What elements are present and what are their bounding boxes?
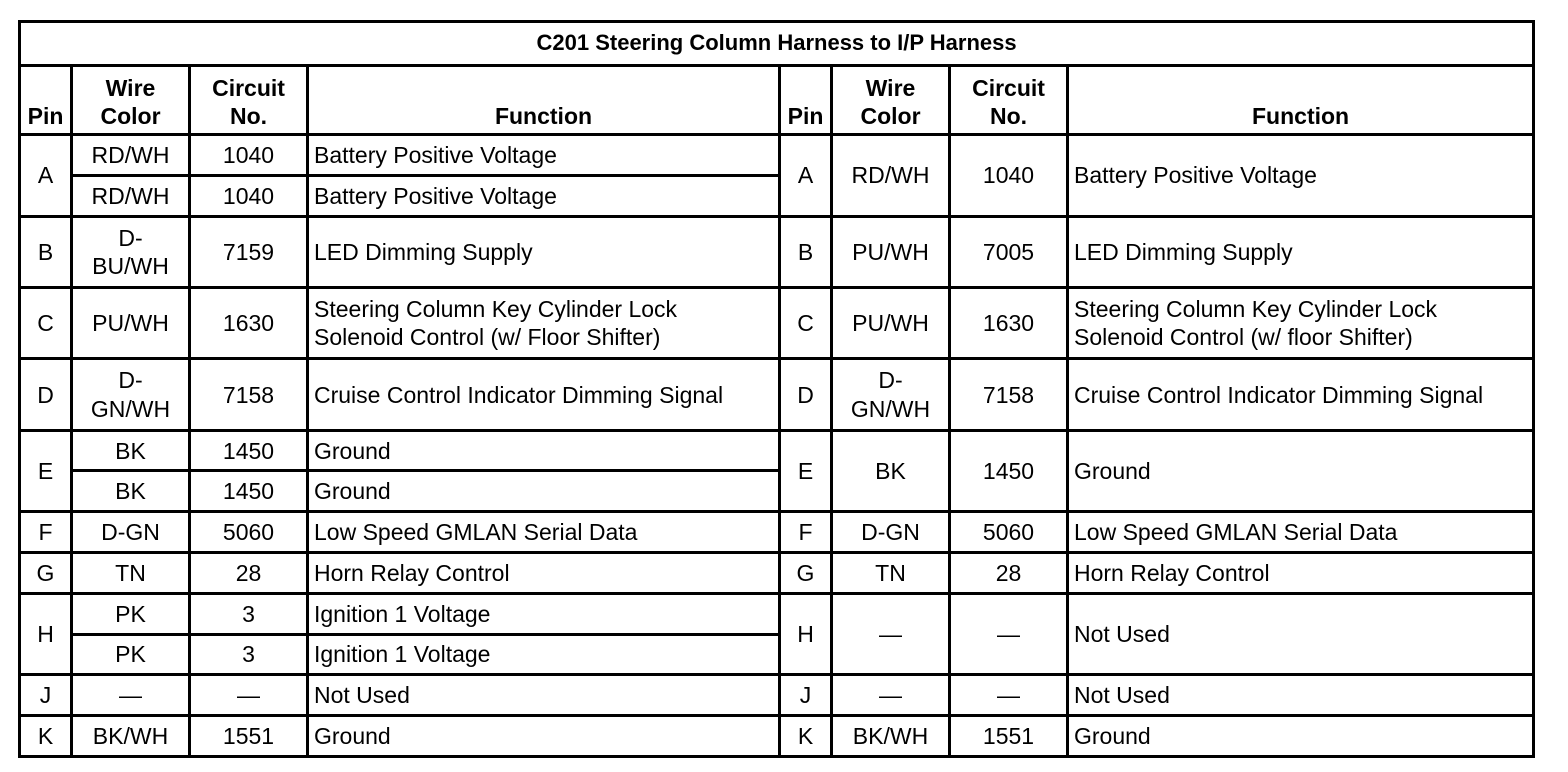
wire-color-cell: RD/WH xyxy=(72,135,190,176)
wire-color-cell: BK xyxy=(72,471,190,512)
circuit-cell: 1551 xyxy=(190,716,308,757)
circuit-header-right: Circuit No. xyxy=(950,65,1068,134)
table-row xyxy=(20,675,1534,716)
circuit-cell: 1040 xyxy=(190,135,308,176)
circuit-cell: 5060 xyxy=(950,512,1068,553)
pin-cell: C xyxy=(20,288,72,359)
wire-color-cell: D- GN/WH xyxy=(72,359,190,430)
table-row xyxy=(20,216,1534,287)
wire-color-cell: D-GN xyxy=(72,512,190,553)
pin-cell: K xyxy=(20,716,72,757)
pin-cell: J xyxy=(780,675,832,716)
pin-cell: H xyxy=(780,593,832,675)
function-cell: Ground xyxy=(1068,716,1534,757)
table-title: C201 Steering Column Harness to I/P Harness xyxy=(20,22,1534,66)
circuit-cell: — xyxy=(190,675,308,716)
table-row xyxy=(20,593,1534,634)
pin-cell: B xyxy=(780,216,832,287)
wire-color-cell: D- BU/WH xyxy=(72,216,190,287)
connector-pinout-table xyxy=(18,20,1535,758)
wire-color-cell: BK xyxy=(72,430,190,471)
function-cell: Battery Positive Voltage xyxy=(308,135,780,176)
wire-color-cell: D- GN/WH xyxy=(832,359,950,430)
circuit-cell: 28 xyxy=(950,553,1068,594)
function-cell: Not Used xyxy=(1068,675,1534,716)
circuit-cell: — xyxy=(950,593,1068,675)
circuit-cell: 1630 xyxy=(190,288,308,359)
function-cell: Cruise Control Indicator Dimming Signal xyxy=(1068,359,1534,430)
circuit-cell: 3 xyxy=(190,593,308,634)
circuit-cell: — xyxy=(950,675,1068,716)
table-row xyxy=(20,512,1534,553)
circuit-cell: 7005 xyxy=(950,216,1068,287)
circuit-cell: 1450 xyxy=(950,430,1068,512)
circuit-cell: 1040 xyxy=(950,135,1068,217)
function-cell: Ignition 1 Voltage xyxy=(308,593,780,634)
wire-color-header-right: Wire Color xyxy=(832,65,950,134)
function-cell: Not Used xyxy=(1068,593,1534,675)
pin-cell: C xyxy=(780,288,832,359)
wire-color-cell: PK xyxy=(72,634,190,675)
function-cell: Low Speed GMLAN Serial Data xyxy=(1068,512,1534,553)
circuit-cell: 7158 xyxy=(190,359,308,430)
function-cell: Ground xyxy=(1068,430,1534,512)
function-cell: Ground xyxy=(308,430,780,471)
pin-cell: E xyxy=(780,430,832,512)
pin-cell: A xyxy=(20,135,72,217)
pin-header-left: Pin xyxy=(20,65,72,134)
function-cell: Horn Relay Control xyxy=(308,553,780,594)
function-cell: Battery Positive Voltage xyxy=(308,175,780,216)
wire-color-cell: PU/WH xyxy=(832,288,950,359)
table-row xyxy=(20,430,1534,471)
function-cell: Ground xyxy=(308,471,780,512)
function-cell: Not Used xyxy=(308,675,780,716)
wire-color-cell: BK xyxy=(832,430,950,512)
pin-cell: D xyxy=(20,359,72,430)
wire-color-cell: PU/WH xyxy=(72,288,190,359)
function-cell: LED Dimming Supply xyxy=(1068,216,1534,287)
wire-color-cell: TN xyxy=(72,553,190,594)
function-header-left: Function xyxy=(308,65,780,134)
function-cell: Ignition 1 Voltage xyxy=(308,634,780,675)
wire-color-cell: BK/WH xyxy=(72,716,190,757)
circuit-cell: 1040 xyxy=(190,175,308,216)
wire-color-cell: RD/WH xyxy=(832,135,950,217)
function-cell: Battery Positive Voltage xyxy=(1068,135,1534,217)
wire-color-cell: — xyxy=(72,675,190,716)
pin-cell: G xyxy=(20,553,72,594)
wire-color-cell: TN xyxy=(832,553,950,594)
header-row xyxy=(20,65,1534,134)
table-row xyxy=(20,288,1534,359)
pin-cell: J xyxy=(20,675,72,716)
pin-cell: F xyxy=(20,512,72,553)
circuit-cell: 28 xyxy=(190,553,308,594)
pin-cell: F xyxy=(780,512,832,553)
circuit-cell: 1450 xyxy=(190,471,308,512)
wire-color-cell: RD/WH xyxy=(72,175,190,216)
pin-cell: B xyxy=(20,216,72,287)
table-row xyxy=(20,359,1534,430)
circuit-cell: 5060 xyxy=(190,512,308,553)
circuit-cell: 1450 xyxy=(190,430,308,471)
table-row xyxy=(20,553,1534,594)
function-header-right: Function xyxy=(1068,65,1534,134)
pin-cell: E xyxy=(20,430,72,512)
circuit-header-left: Circuit No. xyxy=(190,65,308,134)
function-cell: Cruise Control Indicator Dimming Signal xyxy=(308,359,780,430)
table-row xyxy=(20,135,1534,176)
pin-header-right: Pin xyxy=(780,65,832,134)
wire-color-cell: PU/WH xyxy=(832,216,950,287)
function-cell: Horn Relay Control xyxy=(1068,553,1534,594)
function-cell: Low Speed GMLAN Serial Data xyxy=(308,512,780,553)
wire-color-cell: — xyxy=(832,675,950,716)
wire-color-cell: PK xyxy=(72,593,190,634)
pin-cell: H xyxy=(20,593,72,675)
wire-color-cell: — xyxy=(832,593,950,675)
circuit-cell: 1630 xyxy=(950,288,1068,359)
function-cell: Steering Column Key Cylinder Lock Solenoid Control (w/ Floor Shifter) xyxy=(308,288,780,359)
table-row xyxy=(20,716,1534,757)
wire-color-cell: D-GN xyxy=(832,512,950,553)
pin-cell: A xyxy=(780,135,832,217)
function-cell: Ground xyxy=(308,716,780,757)
circuit-cell: 3 xyxy=(190,634,308,675)
function-cell: Steering Column Key Cylinder Lock Solenoid Control (w/ floor Shifter) xyxy=(1068,288,1534,359)
function-cell: LED Dimming Supply xyxy=(308,216,780,287)
wire-color-cell: BK/WH xyxy=(832,716,950,757)
pin-cell: D xyxy=(780,359,832,430)
circuit-cell: 7159 xyxy=(190,216,308,287)
pin-cell: K xyxy=(780,716,832,757)
pin-cell: G xyxy=(780,553,832,594)
circuit-cell: 1551 xyxy=(950,716,1068,757)
wire-color-header-left: Wire Color xyxy=(72,65,190,134)
circuit-cell: 7158 xyxy=(950,359,1068,430)
